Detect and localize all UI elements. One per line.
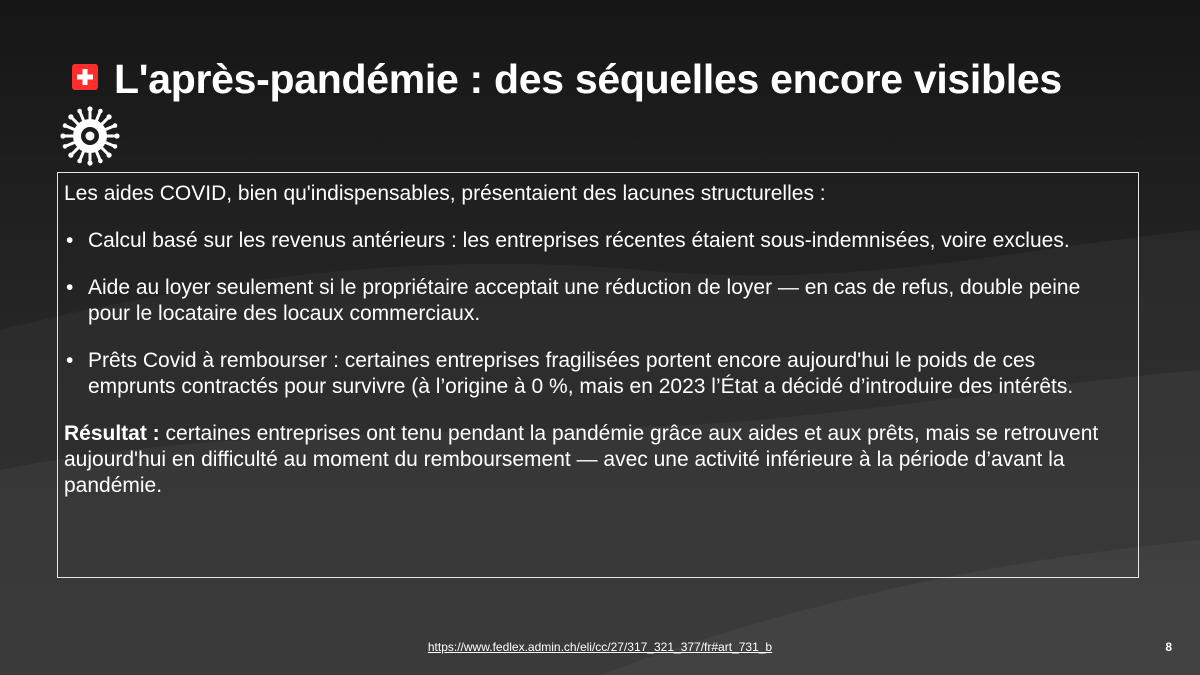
page-number: 8 <box>1165 640 1172 654</box>
swiss-flag-icon <box>72 64 98 90</box>
result-label: Résultat : <box>64 422 160 445</box>
intro-text: Les aides COVID, bien qu'indispensables, présentaient des lacunes structurelles : <box>64 182 826 205</box>
result-text: certaines entreprises ont tenu pendant la pandémie grâce aux aides et aux prêts, mais se retrouvent aujourd'hui en difficulté au moment du remboursement — avec une activité inférieure à la période d’avant la pandémie. <box>64 422 1099 497</box>
bullet-item <box>64 348 1128 400</box>
bullet-text: Aide au loyer seulement si le propriétaire acceptait une réduction de loyer — en cas de refus, double peine pour le locataire des locaux commerciaux. <box>88 276 1081 325</box>
bullet-list <box>64 228 1128 400</box>
source-link[interactable]: https://www.fedlex.admin.ch/eli/cc/27/317_321_377/fr#art_731_b <box>427 640 773 654</box>
bullet-item <box>64 228 1128 254</box>
result-paragraph <box>64 421 1128 499</box>
bullet-text: Calcul basé sur les revenus antérieurs : les entreprises récentes étaient sous-indemnisées, voire exclues. <box>88 229 1070 252</box>
bullet-item <box>64 275 1128 327</box>
virus-icon <box>58 104 122 168</box>
bullet-symbol: • <box>66 349 74 372</box>
bullet-text: Prêts Covid à rembourser : certaines entreprises fragilisées portent encore aujourd'hui le poids de ces emprunts contractés pour survivre (à l’origine à 0 %, mais en 2023 l’État a décidé d’introduire des intérêts. <box>88 349 1074 398</box>
bullet-symbol: • <box>66 276 74 299</box>
content-box <box>57 172 1139 578</box>
bullet-symbol: • <box>66 229 74 252</box>
slide-title: L'après-pandémie : des séquelles encore visibles <box>114 56 1062 102</box>
